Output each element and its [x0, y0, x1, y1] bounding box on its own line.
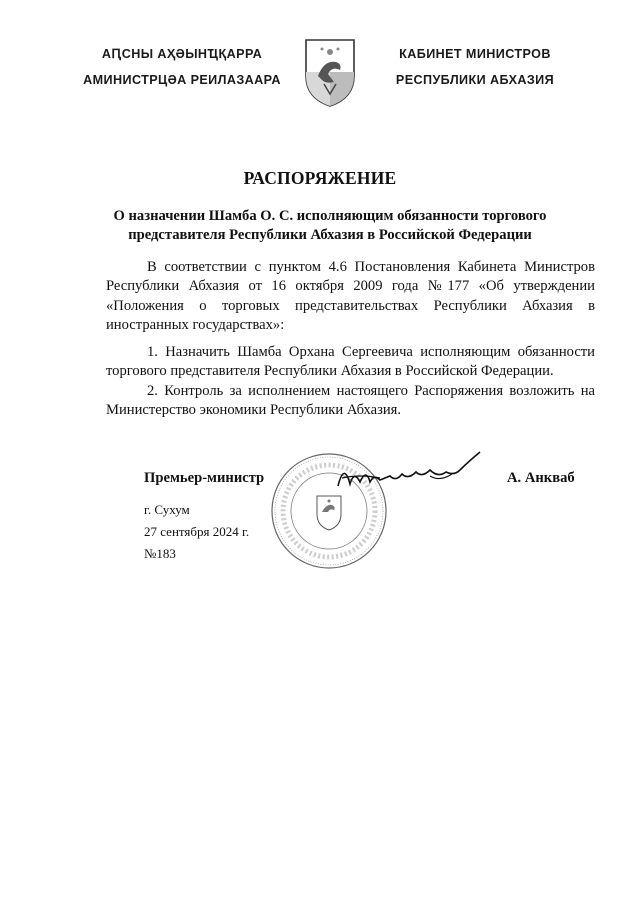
document-subject [100, 207, 560, 245]
header-left-line1: АԤСНЫ АҲƏЫНҴҚАРРА [101, 47, 263, 61]
document-city: г. Сухум [144, 502, 190, 517]
subject-line1: О назначении Шамба О. С. исполняющим обязанности торгового [113, 208, 547, 224]
preamble-text: В соответствии с пунктом 4.6 Постановления Кабинета Министров Республики Абхазия от 16 октября 2009 года №177 «Об утверждении «Положения о торговых представительствах Республики Абхазия в иностранных государствах»: [106, 259, 595, 334]
header-right-line1: КАБИНЕТ МИНИСТРОВ [399, 47, 551, 61]
document-number: №183 [144, 546, 176, 561]
header-left-block [72, 41, 292, 93]
preamble-paragraph [106, 258, 595, 336]
signer-name: А. Анкваб [507, 470, 575, 486]
order-item-1: 1. Назначить Шамба Орхана Сергеевича исполняющим обязанности торгового представителя Республики Абхазия в Российской Федерации. [106, 344, 595, 380]
document-title: РАСПОРЯЖЕНИЕ [243, 168, 397, 188]
handwritten-signature-icon [330, 448, 490, 498]
document-date: 27 сентября 2024 г. [144, 524, 250, 539]
header-right-block [370, 41, 580, 93]
order-item-2: 2. Контроль за исполнением настоящего Распоряжения возложить на Министерство экономики Республики Абхазия. [106, 382, 595, 419]
abkhazia-emblem-icon [302, 36, 358, 108]
header-right-line2: РЕСПУБЛИКИ АБХАЗИЯ [395, 73, 555, 87]
header-left-line2: АМИНИСТРЦƏА РЕИЛАЗААРА [83, 73, 281, 87]
order-items [106, 343, 595, 421]
signer-role: Премьер-министр [144, 470, 265, 486]
subject-line2: представителя Республики Абхазия в Российской Федерации [128, 227, 532, 243]
